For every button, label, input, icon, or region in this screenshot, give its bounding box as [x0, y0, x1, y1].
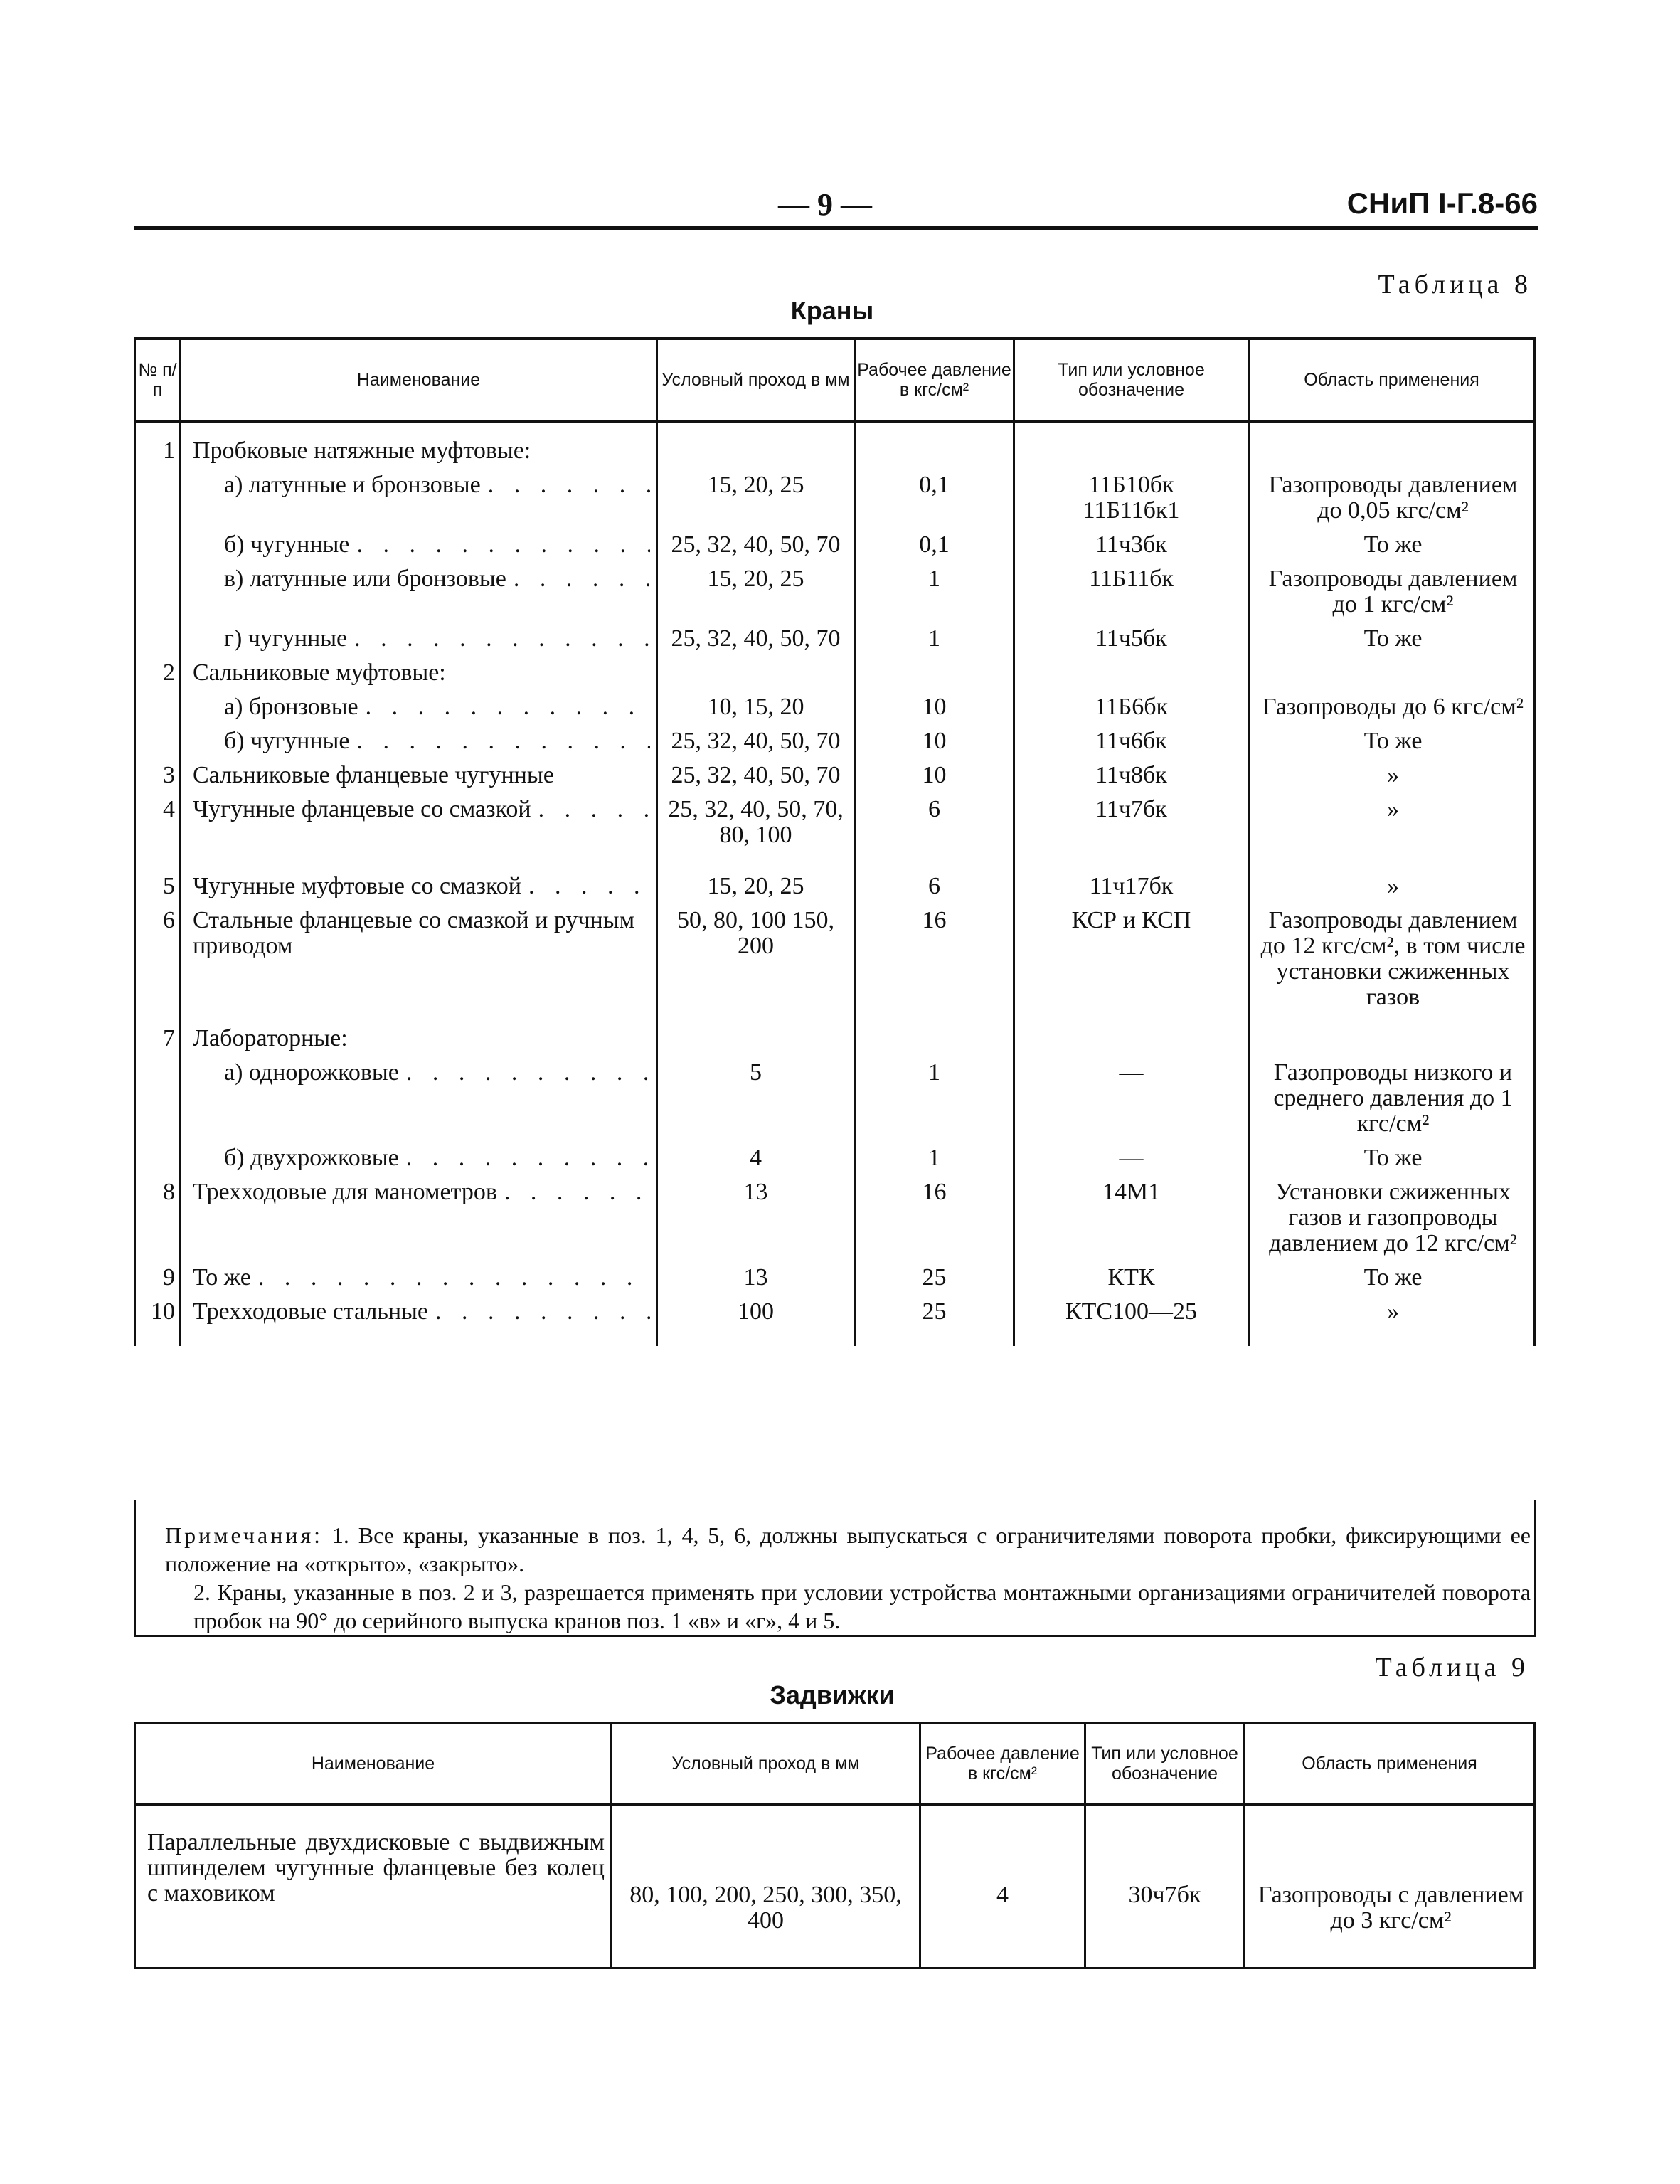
t8-cell-area [1249, 1016, 1535, 1057]
leader-dots [538, 797, 650, 822]
t8-cell-type: 11ч17бк [1014, 854, 1249, 905]
table-row [135, 691, 1535, 726]
t8-name-text: Сальниковые фланцевые чугунные [193, 762, 554, 788]
t8-cell-dn: 5 [657, 1057, 855, 1143]
t8-cell-type: 11ч3бк [1014, 529, 1249, 563]
t8-cell-pressure: 25 [855, 1262, 1014, 1296]
t9-col-pressure: Рабочее давление в кгс/см² [920, 1723, 1085, 1804]
t8-cell-number: 6 [135, 905, 181, 1016]
t8-col-dn: Условный проход в мм [657, 339, 855, 421]
t8-cell-area: То же [1249, 529, 1535, 563]
t9-cell-area: Газопроводы с давлением до 3 кгс/см² [1245, 1804, 1535, 1968]
t8-cell-pressure: 0,1 [855, 529, 1014, 563]
t8-name-text: Стальные фланцевые со смазкой и ручным приводом [193, 907, 635, 959]
t8-cell-pressure [855, 657, 1014, 691]
t8-cell-number: 2 [135, 657, 181, 691]
t8-cell-pressure [855, 421, 1014, 470]
t8-col-name: Наименование [181, 339, 657, 421]
table-row [135, 563, 1535, 623]
t8-name-text: То же [193, 1264, 251, 1290]
t8-cell-dn: 13 [657, 1262, 855, 1296]
t8-cell-name [181, 623, 657, 657]
t8-cell-pressure: 10 [855, 726, 1014, 760]
t9-cell-name [135, 1804, 612, 1968]
t8-cell-dn: 50, 80, 100 150, 200 [657, 905, 855, 1016]
leader-dots [357, 728, 651, 754]
t8-cell-area: » [1249, 1296, 1535, 1346]
t8-cell-name [181, 1296, 657, 1346]
table8-notes [165, 1521, 1531, 1635]
t9-col-name: Наименование [135, 1723, 612, 1804]
t8-cell-area: Газопроводы давлением до 1 кгс/см² [1249, 563, 1535, 623]
t8-name-text: Трехходовые для манометров [193, 1179, 497, 1205]
table-row [135, 421, 1535, 470]
t8-cell-dn: 25, 32, 40, 50, 70 [657, 760, 855, 794]
t8-cell-pressure: 16 [855, 905, 1014, 1016]
leader-dots [366, 694, 650, 720]
table-row [135, 854, 1535, 905]
t8-col-type: Тип или условное обозначение [1014, 339, 1249, 421]
table-row [135, 726, 1535, 760]
t8-cell-pressure: 16 [855, 1177, 1014, 1262]
t8-name-text: Чугунные муфтовые со смазкой [193, 873, 521, 899]
t8-cell-type [1014, 1016, 1249, 1057]
t8-cell-name [181, 421, 657, 470]
t8-cell-pressure: 0,1 [855, 470, 1014, 529]
t8-cell-dn: 15, 20, 25 [657, 563, 855, 623]
table-row [135, 1016, 1535, 1057]
t8-cell-area [1249, 421, 1535, 470]
t8-name-text: а) однорожковые [224, 1059, 399, 1086]
t8-col-number: № п/п [135, 339, 181, 421]
t8-cell-dn: 13 [657, 1177, 855, 1262]
note-1 [165, 1521, 1531, 1578]
t8-name-text: а) латунные и бронзовые [224, 472, 481, 498]
leader-dots [406, 1145, 650, 1171]
table-row [135, 1262, 1535, 1296]
notes-label: Примечания: [165, 1522, 324, 1548]
leader-dots [528, 874, 650, 899]
t8-cell-dn: 25, 32, 40, 50, 70 [657, 529, 855, 563]
table-row [135, 1177, 1535, 1262]
t8-cell-pressure: 1 [855, 623, 1014, 657]
table8-label: Таблица 8 [1378, 270, 1532, 299]
t8-name-text: Трехходовые стальные [193, 1298, 428, 1325]
table-row [135, 760, 1535, 794]
t8-cell-dn: 15, 20, 25 [657, 470, 855, 529]
t8-cell-area: » [1249, 854, 1535, 905]
leader-dots [435, 1299, 650, 1325]
t8-cell-number: 10 [135, 1296, 181, 1346]
t8-cell-type: КСР и КСП [1014, 905, 1249, 1016]
t8-cell-name [181, 854, 657, 905]
t8-cell-area: Газопроводы давлением до 12 кгс/см², в том числе установки сжиженных газов [1249, 905, 1535, 1016]
t8-cell-area: Газопроводы низкого и среднего давления до 1 кгс/см² [1249, 1057, 1535, 1143]
t8-cell-name [181, 1262, 657, 1296]
leader-dots [258, 1265, 650, 1290]
t8-cell-number [135, 726, 181, 760]
t8-cell-name [181, 563, 657, 623]
t8-cell-pressure: 1 [855, 1143, 1014, 1177]
t8-cell-type: 11ч6бк [1014, 726, 1249, 760]
t8-cell-type: 11ч7бк [1014, 794, 1249, 854]
t8-cell-type [1014, 421, 1249, 470]
table-row [135, 1143, 1535, 1177]
t8-cell-number: 1 [135, 421, 181, 470]
t8-cell-number: 9 [135, 1262, 181, 1296]
note-2-text: 2. Краны, указанные в поз. 2 и 3, разрешается применять при условии устройства монтажными организациями ограничителей поворота пробок на 90° до серийного выпуска кранов поз. 1 «в» и «г», 4 и 5. [193, 1579, 1531, 1633]
t8-cell-name [181, 1143, 657, 1177]
t8-cell-area: » [1249, 794, 1535, 854]
table-row [135, 623, 1535, 657]
t8-cell-dn [657, 421, 855, 470]
t8-cell-name [181, 1016, 657, 1057]
t8-col-area: Область применения [1249, 339, 1535, 421]
t8-cell-dn: 4 [657, 1143, 855, 1177]
document-code: СНиП I-Г.8-66 [1346, 186, 1538, 220]
t8-cell-type: 14М1 [1014, 1177, 1249, 1262]
t8-cell-pressure: 1 [855, 563, 1014, 623]
t9-cell-pressure: 4 [920, 1804, 1085, 1968]
t8-cell-area: То же [1249, 1262, 1535, 1296]
table-row [135, 529, 1535, 563]
t8-cell-dn: 25, 32, 40, 50, 70, 80, 100 [657, 794, 855, 854]
t8-cell-type: 11ч8бк [1014, 760, 1249, 794]
table9-label: Таблица 9 [1375, 1653, 1529, 1682]
t9-cell-type: 30ч7бк [1085, 1804, 1245, 1968]
t8-cell-number [135, 563, 181, 623]
leader-dots [514, 566, 650, 592]
t8-name-text: б) чугунные [224, 531, 350, 558]
t8-cell-name [181, 1177, 657, 1262]
table9-title: Задвижки [770, 1680, 895, 1709]
t8-cell-type [1014, 657, 1249, 691]
t8-cell-type: — [1014, 1057, 1249, 1143]
t8-name-text: б) чугунные [224, 728, 350, 754]
table-row [135, 1296, 1535, 1346]
t8-cell-number [135, 470, 181, 529]
t8-cell-name [181, 657, 657, 691]
t8-cell-number [135, 1057, 181, 1143]
t8-cell-number [135, 529, 181, 563]
t8-cell-name [181, 794, 657, 854]
t8-cell-dn: 10, 15, 20 [657, 691, 855, 726]
header-rule [134, 226, 1538, 230]
t8-cell-type: — [1014, 1143, 1249, 1177]
t8-cell-type: 11Б10бк 11Б11бк1 [1014, 470, 1249, 529]
t9-cell-dn: 80, 100, 200, 250, 300, 350, 400 [612, 1804, 920, 1968]
t8-name-text: Пробковые натяжные муфтовые: [193, 438, 531, 464]
t8-cell-number [135, 623, 181, 657]
t8-cell-pressure: 25 [855, 1296, 1014, 1346]
t8-name-text: Сальниковые муфтовые: [193, 659, 446, 686]
t9-name-text: Параллельные двухдисковые с выдвижным шпинделем чугунные фланцевые без колец с маховиком [147, 1829, 605, 1907]
t8-cell-name [181, 529, 657, 563]
t8-cell-area: Газопроводы давлением до 0,05 кгс/см² [1249, 470, 1535, 529]
t8-cell-area: То же [1249, 623, 1535, 657]
t8-cell-pressure: 1 [855, 1057, 1014, 1143]
t8-name-text: б) двухрожковые [224, 1145, 399, 1171]
table9 [134, 1722, 1536, 1969]
t8-cell-area: » [1249, 760, 1535, 794]
t8-cell-name [181, 726, 657, 760]
t8-cell-pressure: 10 [855, 760, 1014, 794]
t8-cell-number: 8 [135, 1177, 181, 1262]
t8-cell-dn [657, 1016, 855, 1057]
t8-cell-name [181, 905, 657, 1016]
t8-name-text: Лабораторные: [193, 1025, 348, 1051]
table-row [135, 794, 1535, 854]
table-row [135, 1057, 1535, 1143]
note-1-text: 1. Все краны, указанные в поз. 1, 4, 5, 6, должны выпускаться с ограничителями поворота пробки, фиксирующими ее положение на «открыто», «закрыто». [165, 1522, 1531, 1576]
table-row [135, 657, 1535, 691]
t8-cell-area: Установки сжиженных газов и газопроводы давлением до 12 кгс/см² [1249, 1177, 1535, 1262]
t8-name-text: г) чугунные [224, 625, 348, 652]
t8-cell-area: То же [1249, 726, 1535, 760]
page-number: — 9 — [778, 187, 872, 222]
t8-cell-area: Газопроводы до 6 кгс/см² [1249, 691, 1535, 726]
t8-cell-dn: 25, 32, 40, 50, 70 [657, 726, 855, 760]
t8-col-pressure: Рабочее давление в кгс/см² [855, 339, 1014, 421]
t8-cell-pressure: 6 [855, 854, 1014, 905]
t9-col-type: Тип или условное обозначение [1085, 1723, 1245, 1804]
leader-dots [488, 472, 650, 498]
t9-row [135, 1804, 1535, 1968]
t8-cell-name [181, 470, 657, 529]
t8-cell-type: КТС100—25 [1014, 1296, 1249, 1346]
t9-col-area: Область применения [1245, 1723, 1535, 1804]
t8-cell-number: 3 [135, 760, 181, 794]
t8-cell-dn: 15, 20, 25 [657, 854, 855, 905]
t8-cell-dn: 25, 32, 40, 50, 70 [657, 623, 855, 657]
t8-cell-pressure: 10 [855, 691, 1014, 726]
leader-dots [504, 1180, 650, 1205]
t8-cell-pressure: 6 [855, 794, 1014, 854]
t8-cell-number: 5 [135, 854, 181, 905]
table8-title: Краны [790, 296, 874, 325]
t8-cell-name [181, 1057, 657, 1143]
table8 [134, 337, 1536, 1346]
t9-col-dn: Условный проход в мм [612, 1723, 920, 1804]
table-row [135, 905, 1535, 1016]
t8-name-text: а) бронзовые [224, 694, 358, 720]
t8-cell-dn [657, 657, 855, 691]
t8-name-text: Чугунные фланцевые со смазкой [193, 796, 531, 822]
t8-cell-number: 7 [135, 1016, 181, 1057]
t8-cell-pressure [855, 1016, 1014, 1057]
t8-cell-area [1249, 657, 1535, 691]
note-2 [165, 1578, 1531, 1635]
t8-name-text: в) латунные или бронзовые [224, 566, 506, 592]
t8-cell-type: 11Б6бк [1014, 691, 1249, 726]
t8-cell-name [181, 760, 657, 794]
t8-cell-number [135, 691, 181, 726]
t8-cell-type: 11Б11бк [1014, 563, 1249, 623]
t8-cell-area: То же [1249, 1143, 1535, 1177]
t8-cell-number: 4 [135, 794, 181, 854]
leader-dots [406, 1060, 650, 1086]
leader-dots [357, 532, 651, 558]
t8-cell-type: КТК [1014, 1262, 1249, 1296]
t8-cell-number [135, 1143, 181, 1177]
leader-dots [354, 626, 650, 652]
t8-cell-dn: 100 [657, 1296, 855, 1346]
table-row [135, 470, 1535, 529]
t8-cell-type: 11ч5бк [1014, 623, 1249, 657]
t8-cell-name [181, 691, 657, 726]
